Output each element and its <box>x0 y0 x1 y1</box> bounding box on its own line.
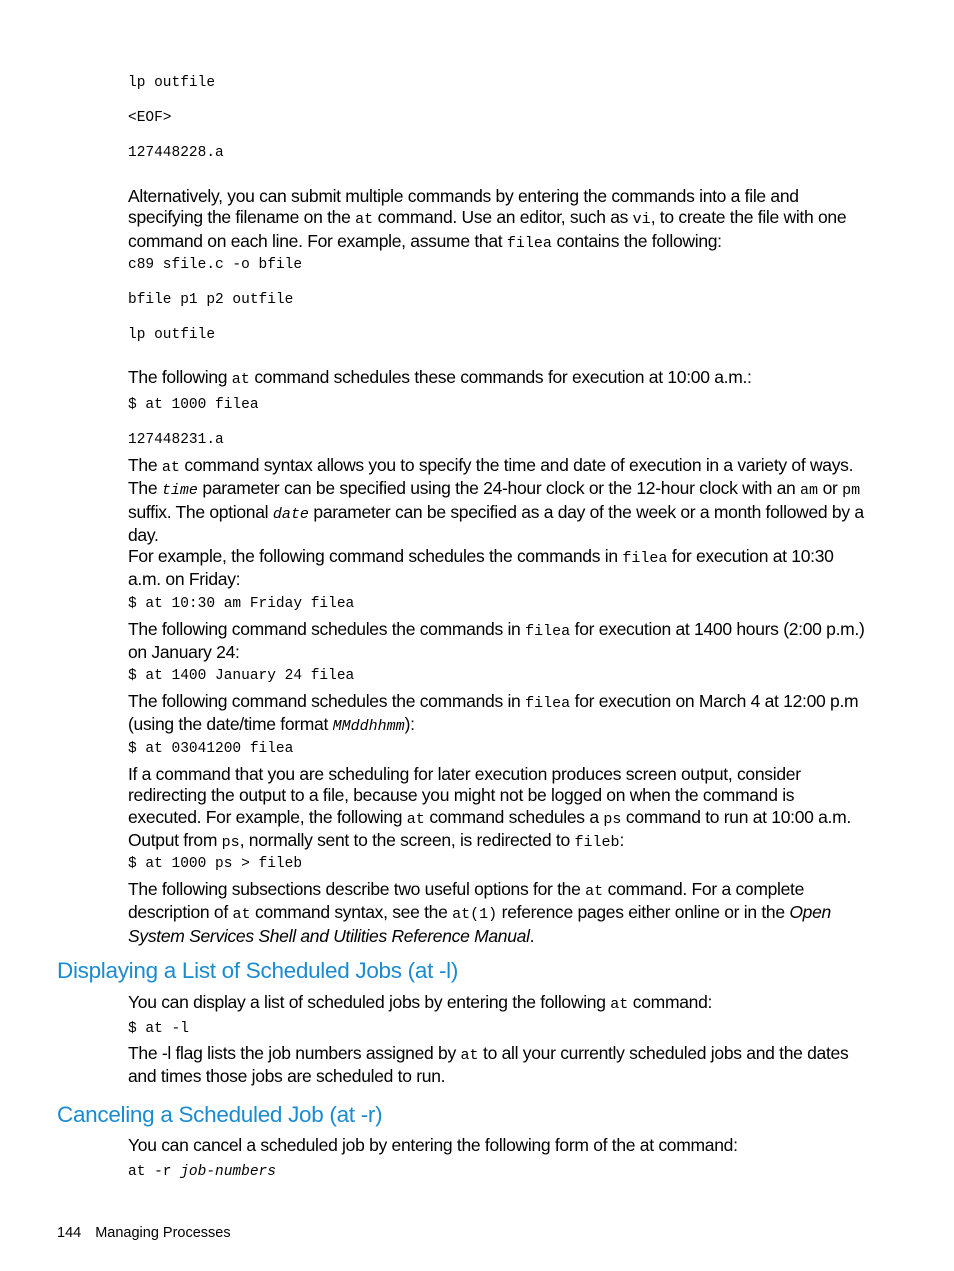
paragraph <box>128 455 870 547</box>
text: For example, the following command schedules the commands in <box>128 546 623 566</box>
inline-code: at <box>610 996 629 1013</box>
text: , to create the file with one command on each line. For example, assume that <box>128 207 847 251</box>
paragraph <box>128 879 870 947</box>
text: or <box>818 478 843 499</box>
code-line: lp outfile <box>128 327 216 343</box>
text: command schedules these commands for execution at 10:00 a.m.: <box>249 367 752 387</box>
text: , normally sent to the screen, is redirected to <box>239 830 575 851</box>
code-line: 127448231.a <box>128 432 224 448</box>
footer-section-title: Managing Processes <box>95 1225 231 1241</box>
text: The <box>128 455 162 475</box>
inline-code: filea <box>506 234 552 252</box>
text: command. For a complete description of <box>128 879 805 923</box>
inline-code-italic: date <box>272 505 309 523</box>
paragraph <box>128 1043 870 1088</box>
code-line: $ at 10:30 am Friday filea <box>128 596 355 612</box>
paragraph <box>128 619 870 664</box>
text: command to run at 10:00 a.m. Output from <box>128 806 851 851</box>
text: for execution on March 4 at 12:00 p.m (using the date/time format <box>128 691 859 735</box>
text: command syntax allows you to specify the time and date of execution in a variety of ways. The <box>128 455 854 499</box>
inline-code: at <box>460 1047 479 1064</box>
paragraph: You can cancel a scheduled job by entering the following form of the at command: <box>128 1135 738 1155</box>
text: command: <box>628 992 713 1012</box>
code-line: $ at 03041200 filea <box>128 741 294 757</box>
paragraph <box>128 764 870 854</box>
text: Alternatively, you can submit multiple commands by entering the commands into a file and specifying the filename on the <box>128 186 799 228</box>
inline-code: vi <box>632 211 651 229</box>
text: parameter can be specified as a day of the week or a month followed by a day. <box>128 501 864 546</box>
text: command. Use an editor, such as <box>373 207 633 228</box>
code-line: bfile p1 p2 outfile <box>128 292 294 308</box>
inline-code: filea <box>525 695 571 712</box>
text: If a command that you are scheduling for later execution produces screen output, consider redirecting the output to a file, because you might not be logged on when the command is executed. For example, the following <box>128 764 801 827</box>
inline-code: at <box>231 371 250 388</box>
paragraph <box>128 186 870 254</box>
code-line: $ at -l <box>128 1021 189 1037</box>
text: parameter can be specified using the 24-hour clock or the 12-hour clock with an <box>197 478 800 499</box>
inline-code: am <box>800 482 819 500</box>
inline-code: at(1) <box>452 906 498 924</box>
text: The following command schedules the commands in <box>128 691 526 711</box>
inline-code: at <box>585 883 604 900</box>
inline-code: pm <box>842 482 861 500</box>
text: for execution at 1400 hours (2:00 p.m.) on January 24: <box>128 619 865 663</box>
text: suffix. The optional <box>128 501 273 522</box>
section-heading: Displaying a List of Scheduled Jobs (at -l) <box>57 958 459 983</box>
code-line: c89 sfile.c -o bfile <box>128 257 303 273</box>
code-line: lp outfile <box>128 75 216 91</box>
code-line: $ at 1000 ps > fileb <box>128 856 303 872</box>
code-line: <EOF> <box>128 110 172 126</box>
inline-code: at <box>355 211 374 229</box>
inline-code-italic: time <box>161 482 198 500</box>
text: : <box>619 830 625 851</box>
inline-code: at <box>161 459 180 476</box>
paragraph <box>128 546 870 591</box>
paragraph <box>128 367 870 390</box>
code-argument: job-numbers <box>180 1164 276 1180</box>
inline-code: ps <box>221 834 240 852</box>
text: for execution at 10:30 a.m. on Friday: <box>128 546 834 590</box>
inline-code: filea <box>622 550 668 567</box>
inline-code: at <box>232 906 251 924</box>
text: contains the following: <box>551 230 722 251</box>
text: command syntax, see the <box>250 902 453 923</box>
inline-code: at <box>406 810 425 828</box>
code-line: $ at 1000 filea <box>128 397 259 413</box>
text: ): <box>404 714 415 735</box>
code-line: $ at 1400 January 24 filea <box>128 668 355 684</box>
inline-code-italic: MMddhhmm <box>332 718 405 736</box>
paragraph <box>128 992 870 1015</box>
code-command: at -r <box>128 1164 181 1180</box>
text: The following command schedules the commands in <box>128 619 526 639</box>
code-line: 127448228.a <box>128 145 224 161</box>
text: You can display a list of scheduled jobs by entering the following <box>128 992 611 1012</box>
inline-code: fileb <box>574 834 620 852</box>
text: to all your currently scheduled jobs and the dates and times those jobs are scheduled to run. <box>128 1043 849 1087</box>
text: The following subsections describe two useful options for the <box>128 879 586 899</box>
page-footer <box>57 1224 231 1242</box>
paragraph <box>128 691 870 738</box>
text: The -l flag lists the job numbers assigned by <box>128 1043 461 1063</box>
manual-title: Open System Services Shell and Utilities Reference Manual <box>128 902 831 946</box>
section-heading: Canceling a Scheduled Job (at -r) <box>57 1102 383 1127</box>
text: reference pages either online or in the <box>497 902 790 923</box>
text: The following <box>128 367 232 387</box>
code-line <box>128 1163 870 1181</box>
text: . <box>529 925 535 946</box>
text: command schedules a <box>424 806 604 827</box>
inline-code: filea <box>525 623 571 640</box>
inline-code: ps <box>603 810 622 828</box>
page-number: 144 <box>57 1225 82 1241</box>
